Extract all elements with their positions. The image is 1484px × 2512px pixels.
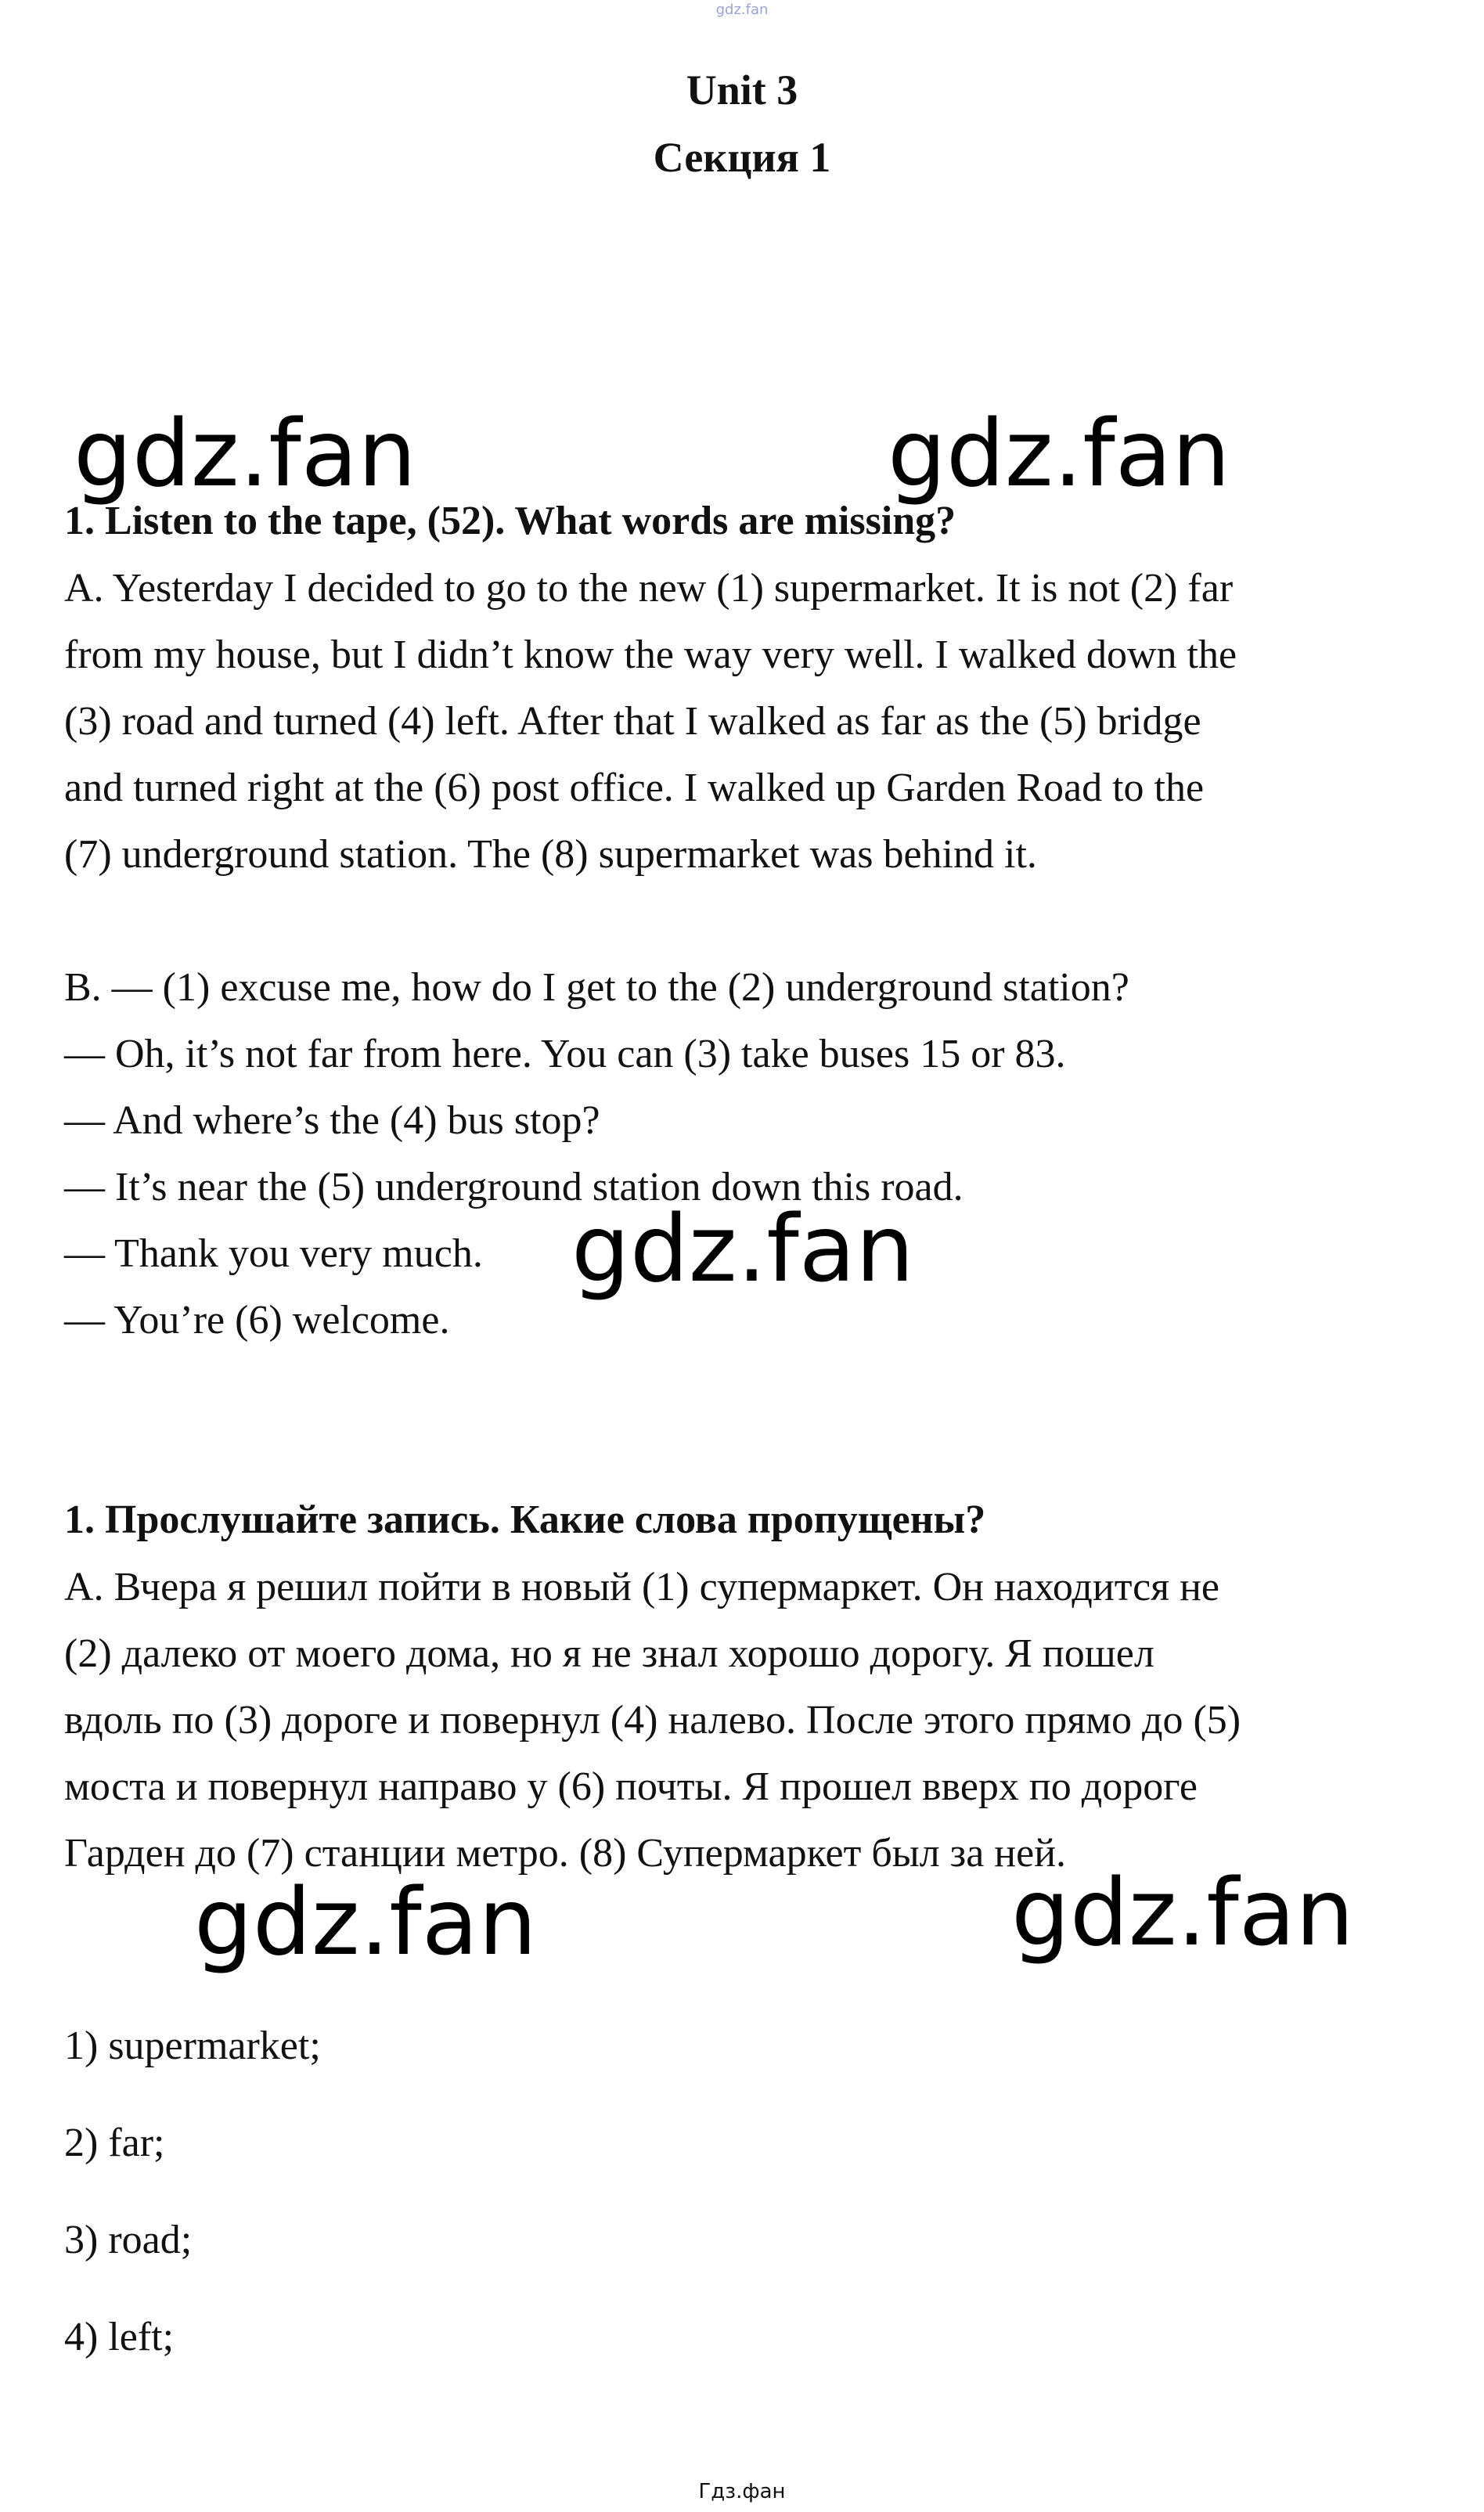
english-a-line-2: from my house, but I didn’t know the way very well. I walked down the bbox=[64, 633, 1237, 677]
section-title: Секция 1 bbox=[653, 134, 831, 181]
watermark-3: gdz.fan bbox=[571, 1195, 914, 1303]
russian-a-line-3: вдоль по (3) дороге и повернул (4) налево. После этого прямо до (5) bbox=[64, 1698, 1241, 1743]
watermark-1: gdz.fan bbox=[74, 399, 416, 507]
english-a-line-4: and turned right at the (6) post office. I walked up Garden Road to the bbox=[64, 766, 1205, 810]
english-task-title: 1. Listen to the tape, (52). What words are missing? bbox=[64, 499, 956, 543]
english-a-line-1: A. Yesterday I decided to go to the new (1) supermarket. It is not (2) far bbox=[64, 566, 1234, 611]
top-watermark: gdz.fan bbox=[715, 2, 769, 18]
english-b-line-1: B. — (1) excuse me, how do I get to the (2) underground station? bbox=[64, 965, 1129, 1010]
english-b-line-6: — You’re (6) welcome. bbox=[64, 1298, 450, 1342]
russian-a-line-4: моста и повернул направо у (6) почты. Я прошел вверх по дороге bbox=[64, 1764, 1198, 1809]
english-b-line-2: — Oh, it’s not far from here. You can (3) take buses 15 or 83. bbox=[64, 1032, 1066, 1076]
unit-title: Unit 3 bbox=[686, 67, 798, 114]
english-b-line-4: — It’s near the (5) underground station down this road. bbox=[64, 1165, 964, 1209]
english-a-line-5: (7) underground station. The (8) supermarket was behind it. bbox=[64, 832, 1037, 877]
answer-4: 4) left; bbox=[64, 2315, 175, 2359]
russian-a-line-1: А. Вчера я решил пойти в новый (1) супермаркет. Он находится не bbox=[64, 1565, 1219, 1609]
english-a-line-3: (3) road and turned (4) left. After that I walked as far as the (5) bridge bbox=[64, 699, 1201, 744]
answer-1: 1) supermarket; bbox=[64, 2024, 321, 2068]
russian-task-title: 1. Прослушайте запись. Какие слова пропущены? bbox=[64, 1497, 986, 1542]
watermark-2: gdz.fan bbox=[888, 399, 1230, 507]
russian-a-line-5: Гарден до (7) станции метро. (8) Супермаркет был за ней. bbox=[64, 1831, 1067, 1876]
answer-3: 3) road; bbox=[64, 2218, 193, 2262]
english-b-line-5: — Thank you very much. bbox=[64, 1231, 483, 1276]
page-footer: Гдз.фан bbox=[698, 2480, 786, 2503]
watermark-4: gdz.fan bbox=[194, 1868, 537, 1976]
watermark-5: gdz.fan bbox=[1011, 1858, 1354, 1966]
russian-a-line-2: (2) далеко от моего дома, но я не знал хорошо дорогу. Я пошел bbox=[64, 1631, 1154, 1676]
answer-2: 2) far; bbox=[64, 2121, 165, 2165]
english-b-line-3: — And where’s the (4) bus stop? bbox=[64, 1098, 600, 1143]
